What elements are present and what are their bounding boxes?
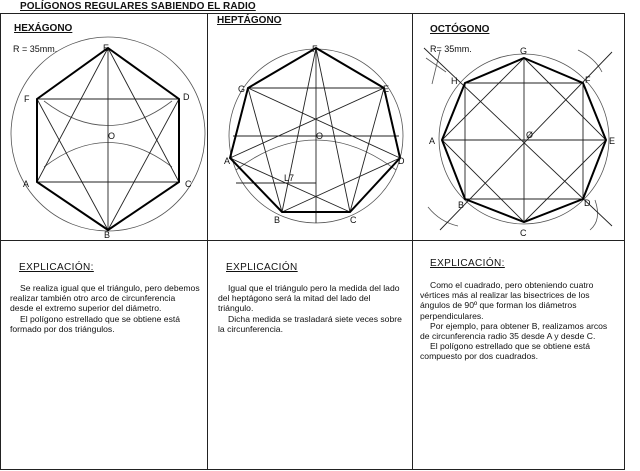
octagon-vertex-label: F (585, 75, 591, 85)
heptagon-construction-diagram (207, 13, 412, 240)
heptagon-vertex-label: F (312, 44, 318, 54)
heptagon-vertex-label: C (350, 215, 357, 225)
hexagon-vertex-label: B (104, 230, 111, 240)
sheet-title: POLÍGONOS REGULARES SABIENDO EL RADIO (20, 1, 256, 12)
octagon-title: OCTÓGONO (430, 24, 490, 35)
octagon-vertex-label: D (584, 198, 591, 208)
octagon-vertex-label: C (520, 228, 527, 238)
hexagon-vertex-label: C (185, 179, 192, 189)
octagon-explanation-title: EXPLICACIÓN: (430, 258, 505, 269)
octagon-bisector-arc (578, 50, 602, 72)
hexagon-explanation-paragraph: Se realiza igual que el triángulo, pero debemos realizar también otro arco de circunferencia desde el extremo superior del diámetro. (10, 283, 200, 314)
octagon-bisector-arc (432, 51, 440, 84)
octagon-explanation-paragraph: Por ejemplo, para obtener B, realizamos arcos de circunferencia radio 35 desde A y desde C. (420, 320, 608, 342)
octagon-vertex-label: A (429, 136, 436, 146)
heptagon-vertex-label: A (224, 156, 231, 166)
heptagon-vertex-label: G (238, 84, 246, 94)
heptagon-center-label: O (316, 131, 324, 141)
octagon-construction-diagram (412, 13, 625, 240)
octagon-vertex-label: H (451, 76, 458, 86)
octagon-bisector-arc (590, 200, 598, 230)
hexagon-title: HEXÁGONO (14, 23, 73, 34)
heptagon-title: HEPTÁGONO (217, 15, 282, 26)
octagon-radius-label: R= 35mm. (430, 44, 472, 54)
octagon-explanation-paragraph: Como el cuadrado, pero obteniendo cuatro vértices más al realizar las bisectrices de los ángulos de 90º que forman los diámetros perpendiculares. (420, 280, 594, 321)
heptagon-explanation-paragraph: Dicha medida se trasladará siete veces sobre la circunferencia. (218, 313, 402, 334)
hexagon-center-label: O (108, 131, 116, 141)
octagon-explanation-paragraph: El polígono estrellado que se obtiene está compuesto por dos cuadrados. (420, 341, 591, 362)
hexagon-vertex-label: D (183, 92, 190, 102)
octagon-vertex-label: B (458, 200, 465, 210)
heptagon-explanation (218, 283, 406, 334)
hexagon-explanation-paragraph: El polígono estrellado que se obtiene está formado por dos triángulos. (10, 313, 181, 334)
heptagon-explanation-paragraph: Igual que el triángulo pero la medida del lado del heptágono será la mitad del lado del triángulo. (218, 283, 400, 314)
hexagon-explanation-title: EXPLICACIÓN: (19, 262, 94, 273)
heptagon-vertex-label: B (274, 215, 281, 225)
hexagon-vertex-label: A (23, 179, 30, 189)
octagon-explanation (420, 280, 616, 362)
heptagon-outline (230, 48, 400, 212)
heptagon-side-label: L7 (284, 173, 295, 183)
octagon-bisector-arc (426, 58, 446, 72)
octagon-vertex-label: G (520, 46, 528, 56)
heptagon-vertex-label: E (383, 84, 390, 94)
row-divider (0, 240, 625, 241)
hexagon-vertex-label: F (24, 94, 30, 104)
octagon-center-label: Ø (526, 130, 534, 140)
heptagon-explanation-title: EXPLICACIÓN (226, 262, 298, 273)
hexagon-radius-label: R = 35mm. (13, 44, 58, 54)
hexagon-vertex-label: E (103, 43, 110, 53)
hexagon-construction-diagram (0, 13, 207, 240)
octagon-vertex-label: E (609, 136, 616, 146)
hexagon-explanation (10, 283, 200, 334)
heptagon-vertex-label: D (398, 156, 405, 166)
